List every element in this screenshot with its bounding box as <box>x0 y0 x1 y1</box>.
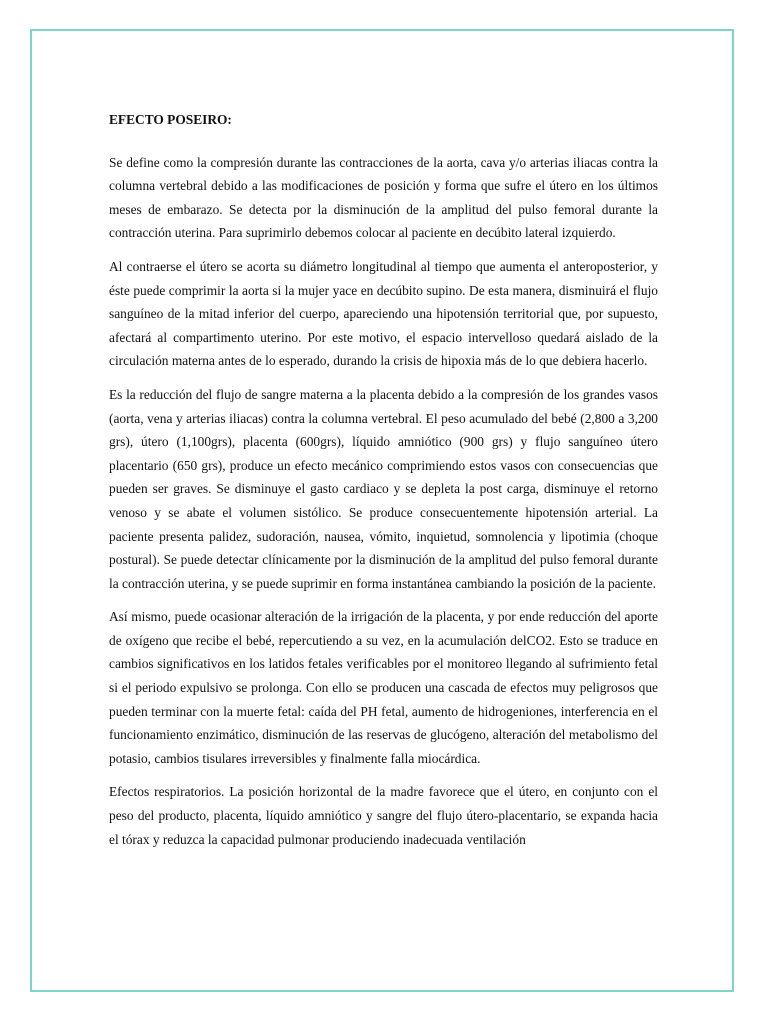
paragraph-uterine-contraction: Al contraerse el útero se acorta su diámetro longitudinal al tiempo que aumenta el anteroposterior, y éste puede comprimir la aorta si la mujer yace en decúbito supino. De esta manera, disminuirá el flujo sanguíneo de la mitad inferior del cuerpo, apareciendo una hipotensión territorial que, por supuesto, afectará al compartimento uterino. Por este motivo, el espacio intervelloso quedará aislado de la circulación materna antes de lo esperado, durando la crisis de hipoxia más de lo que debiera hacerlo. <box>109 258 658 369</box>
document-body <box>109 108 658 938</box>
paragraph-placental-irrigation: Así mismo, puede ocasionar alteración de la irrigación de la placenta, y por ende reducción del aporte de oxígeno que recibe el bebé, repercutiendo a su vez, en la acumulación delCO2. Esto se traduce en cambios significativos en los latidos fetales verificables por el monitoreo llegando al sufrimiento fetal si el periodo expulsivo se prolonga. Con ello se producen una cascada de efectos muy peligrosos que pueden terminar con la muerte fetal: caída del PH fetal, aumento de hidrogeniones, interferencia en el funcionamiento enzimático, disminución de las reservas de glucógeno, alteración del metabolismo del potasio, cambios tisulares irreversibles y finalmente falla miocárdica. <box>109 609 658 766</box>
document-title: EFECTO POSEIRO: <box>109 112 232 127</box>
paragraph-respiratory-effects: Efectos respiratorios. La posición horizontal de la madre favorece que el útero, en conjunto con el peso del producto, placenta, líquido amniótico y sangre del flujo útero-placentario, se expanda hacia el tórax y reduzca la capacidad pulmonar produciendo inadecuada ventilación <box>109 784 658 847</box>
paragraph-blood-flow-reduction: Es la reducción del flujo de sangre materna a la placenta debido a la compresión de los grandes vasos (aorta, vena y arterias iliacas) contra la columna vertebral. El peso acumulado del bebé (2,800 a 3,200 grs), útero (1,100grs), placenta (600grs), líquido amniótico (900 grs) y flujo sanguíneo útero placentario (650 grs), produce un efecto mecánico comprimiendo estos vasos con consecuencias que pueden ser graves. Se disminuye el gasto cardiaco y se depleta la post carga, disminuye el retorno venoso y se abate el volumen sistólico. Se produce consecuentemente hipotensión arterial. La paciente presenta palidez, sudoración, nausea, vómito, inquietud, somnolencia y lipotimia (choque postural). Se puede detectar clínicamente por la disminución de la amplitud del pulso femoral durante la contracción uterina, y se puede suprimir en forma instantánea cambiando la posición de la paciente. <box>109 386 658 591</box>
paragraph-definition: Se define como la compresión durante las contracciones de la aorta, cava y/o arterias iliacas contra la columna vertebral debido a las modificaciones de posición y forma que sufre el útero en los últimos meses de embarazo. Se detecta por la disminución de la amplitud del pulso femoral durante la contracción uterina. Para suprimirlo debemos colocar al paciente en decúbito lateral izquierdo. <box>109 154 658 241</box>
